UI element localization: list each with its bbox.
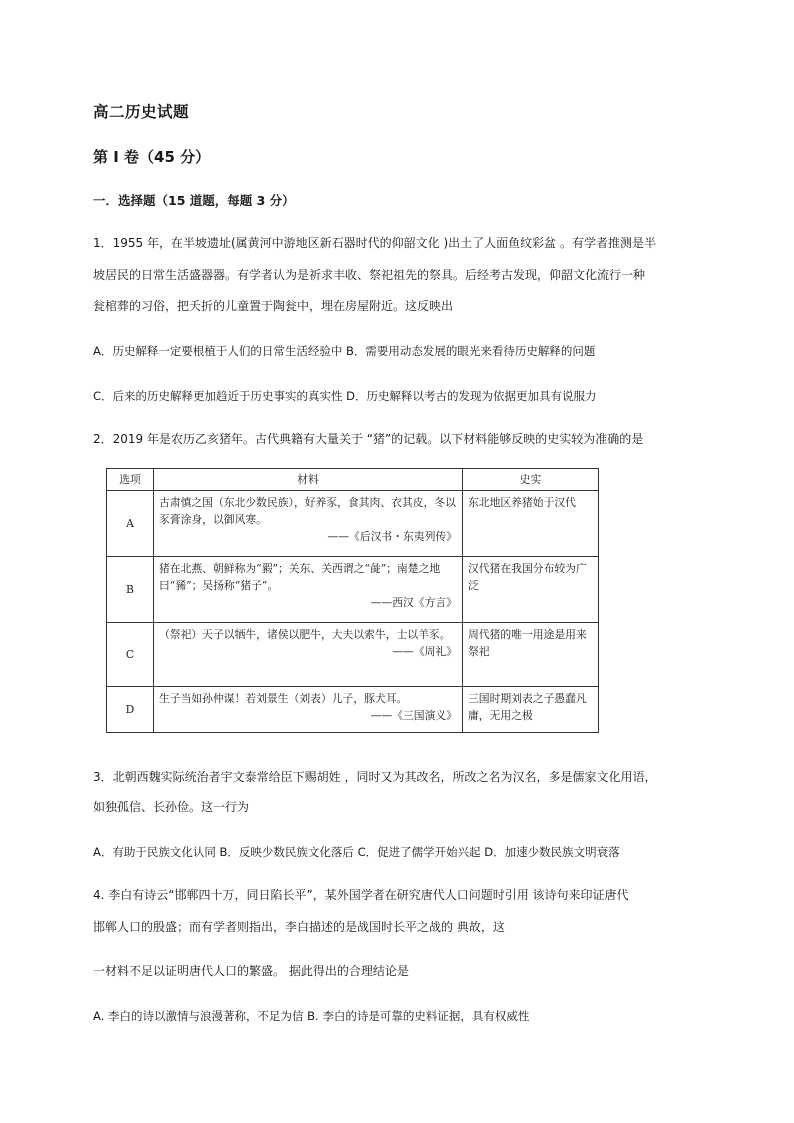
- q1-line-3: 瓮棺葬的习俗，把夭折的儿童置于陶瓮中，埋在房屋附近。这反映出: [93, 299, 454, 313]
- q4-line-1: 4. 李白有诗云“邯郸四十万，同日陷长平”，某外国学者在研究唐代人口问题时引用 该诗句来印证唐代: [93, 888, 629, 902]
- row-material: [154, 557, 463, 623]
- section-heading: 一．选择题（15 道题，每题 3 分）: [93, 193, 295, 208]
- header-material: 材料: [154, 469, 463, 491]
- table-row: [107, 623, 599, 687]
- q3-line-1: 3．北朝西魏实际统治者宇文泰常给臣下赐胡姓 ，同时又为其改名，所改之名为汉名，多是儒家文化用语，: [93, 770, 657, 784]
- row-material: [154, 687, 463, 733]
- q3-line-2: 如独孤信、长孙俭。这一行为: [93, 800, 250, 814]
- table-row: [107, 557, 599, 623]
- material-source: ——《后汉书・东夷列传》: [327, 530, 457, 543]
- q2-stem: 2．2019 年是农历乙亥猪年。古代典籍有大量关于 “猪”的记载。以下材料能够反映的史实较为准确的是: [93, 432, 644, 446]
- table-row: [107, 491, 599, 557]
- row-material: [154, 491, 463, 557]
- header-fact: 史实: [463, 469, 599, 491]
- material-text: 生子当如孙仲谋！若刘景生（刘表）儿子，豚犬耳。: [159, 692, 408, 705]
- table-header-row: [107, 469, 599, 491]
- q4-line-2: 邯郸人口的殷盛；而有学者则指出，李白描述的是战国时长平之战的 典故，这: [93, 920, 505, 934]
- q1-line-1: 1．1955 年，在半坡遗址(属黄河中游地区新石器时代的仰韶文化 )出土了人面鱼纹彩盆 。有学者推测是半: [93, 236, 656, 250]
- q4-line-3: 一材料不足以证明唐代人口的繁盛。 据此得出的合理结论是: [93, 964, 409, 978]
- q2-table: [106, 468, 599, 733]
- row-key: C: [107, 623, 154, 687]
- material-text: 猪在北燕、朝鲜称为“豭”；关东、关西谓之“彘”；南楚之地曰“豨”；吴扬称“猪子”。: [159, 562, 441, 592]
- row-key: B: [107, 557, 154, 623]
- row-fact: 三国时期刘表之子愚蠢凡庸，无用之极: [463, 687, 599, 733]
- q4-options-ab: A. 李白的诗以激情与浪漫著称，不足为信 B. 李白的诗是可靠的史料证据，具有权威性: [93, 1009, 530, 1023]
- q1-options-ab: A．历史解释一定要根植于人们的日常生活经验中 B．需要用动态发展的眼光来看待历史解释的问题: [93, 344, 596, 358]
- header-option: 选项: [107, 469, 154, 491]
- material-source: ——《周礼》: [392, 645, 457, 658]
- material-text: （祭祀）天子以牺牛，诸侯以肥牛，大夫以索牛，士以羊豕。: [159, 628, 451, 641]
- row-key: A: [107, 491, 154, 557]
- row-fact: 周代猪的唯一用途是用来祭祀: [463, 623, 599, 687]
- q1-line-2: 坡居民的日常生活盛器器。有学者认为是祈求丰收、祭祀祖先的祭具。后经考古发现，仰韶文化流行一种: [93, 268, 646, 282]
- table-row: [107, 687, 599, 733]
- part-heading: 第 I 卷（45 分）: [93, 148, 211, 166]
- row-fact: 东北地区养猪始于汉代: [463, 491, 599, 557]
- q3-options: A．有助于民族文化认同 B．反映少数民族文化落后 C．促进了儒学开始兴起 D．加速少数民族文明衰落: [93, 845, 620, 859]
- page-title: 高二历史试题: [93, 103, 190, 121]
- row-material: [154, 623, 463, 687]
- q1-options-cd: C．后来的历史解释更加趋近于历史事实的真实性 D．历史解释以考古的发现为依据更加具有说服力: [93, 389, 597, 403]
- material-source: ——《三国演义》: [370, 709, 457, 722]
- row-fact: 汉代猪在我国分布较为广泛: [463, 557, 599, 623]
- material-source: ——西汉《方言》: [370, 596, 457, 609]
- material-text: 古肃慎之国（东北少数民族），好养豕，食其肉、衣其皮，冬以豕膏涂身，以御风寒。: [159, 496, 456, 526]
- row-key: D: [107, 687, 154, 733]
